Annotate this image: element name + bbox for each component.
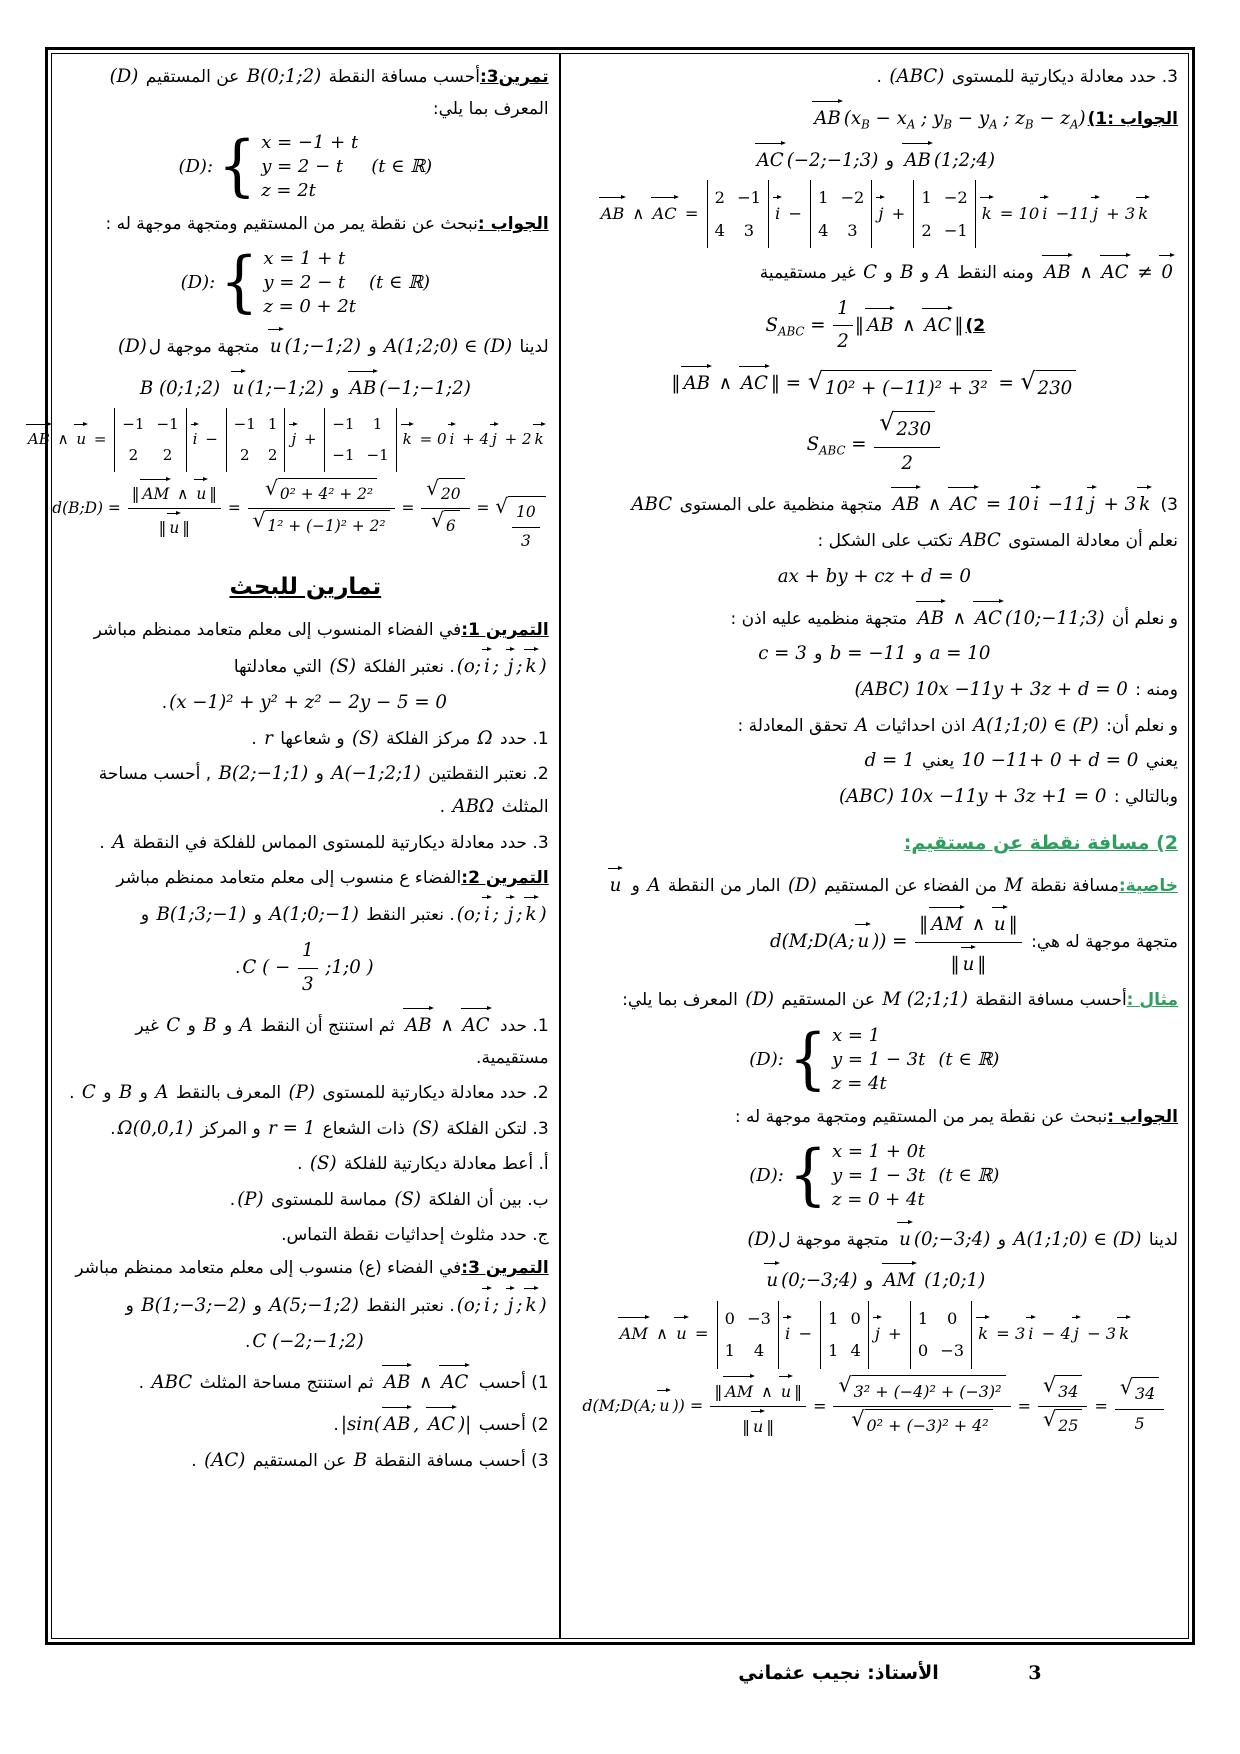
content-block: AM ∧ u = 0 −3 1 4 i − 1 0 1 4 j + 1 0 0 −3 k = 3 i − 4 j − 3 k [571, 1301, 1178, 1369]
parametric-system: (D): { x = 1 + t y = 2 − t z = 0 + 2t (t ∈ ℝ) [180, 243, 431, 321]
content-block: 3) AB ∧ AC = 10 i −11 j + 3 k متجهة منظمية على المستوى ABC [571, 483, 1178, 522]
content-block: AB (1;2;4) و AC (−2;−1;3) [571, 139, 1178, 178]
content-block: AB ∧ AC ≠ 0 ومنه النقط A و B و C غير مستقيمية [571, 251, 1178, 290]
content-block: 3. حدد معادلة ديكارتية للمستوى المماس للفلكة في النقطة A . [99, 831, 549, 853]
section-title: تمارين للبحث [229, 574, 382, 601]
page-number: 3 [1028, 1662, 1042, 1684]
content-block: الجواب :نبحث عن نقطة يمر من المستقيم ومتجهة موجهة له : [105, 214, 549, 235]
parametric-system: (D): { x = −1 + t y = 2 − t z = 2t (t ∈ ℝ) [178, 127, 433, 205]
content-block: مثال :أحسب مسافة النقطة M (2;1;1) عن المستقيم (D) المعرف بما يلي: [622, 989, 1178, 1011]
content-block: 2) مسافة نقطة عن مستقيم: [903, 831, 1178, 854]
content-block: C ( − $\frac{1}{3}$ ;1;0 ). [62, 935, 549, 1001]
content-block: ب. بين أن الفلكة (S) مماسة للمستوى (P). [229, 1188, 549, 1210]
content-block: نعلم أن معادلة المستوى ABC تكتب على الشكل : [817, 530, 1178, 552]
content-block: 3. حدد معادلة ديكارتية للمستوى (ABC) . [876, 66, 1178, 87]
content-block: ax + by + cz + d = 0 [777, 565, 971, 587]
teacher-name: الأستاذ: نجيب عثماني [738, 1662, 939, 1684]
content-block: الجواب :نبحث عن نقطة يمر من المستقيم ومتجهة موجهة له : [734, 1107, 1178, 1128]
page-footer [45, 1662, 1195, 1712]
content-block: التمرين 2:الفضاء ع منسوب إلى معلم متعامد ممنظم مباشر (o; i ; j ; k ). نعتبر النقط A(1;0;−1) و B(1;3;−1) و [116, 867, 549, 926]
content-block: $2)S_{ABC}$ = $\frac{1}{2}$ ‖ AB ∧ AC ‖ [571, 293, 1178, 359]
content-block: d(B;D) = ‖ AM ∧ u ‖ ‖ u ‖ = √ 0² + 4² + 2² √ 1² + (−1)² + 2² = √ 20 √ 6 = √ $\frac{10}{3}$ [62, 475, 549, 556]
content-block: 3) أحسب مسافة النقطة B عن المستقيم (AC) . [191, 1449, 549, 1471]
content-block: AB ∧ AC = 2 −1 4 3 i − 1 −2 4 3 j + 1 −2 2 −1 k = 10 i −11 j + 3 k [571, 180, 1178, 248]
content-block: 1) أحسب AB ∧ AC ثم استنتج مساحة المثلث ABC . [62, 1361, 549, 1400]
content-block: 1. حدد Ω مركز الفلكة (S) و شعاعها r . [251, 727, 549, 749]
content-block: وبالتالي : (ABC) 10x −11y + 3z +1 = 0 [839, 786, 1178, 808]
content-block: لدينا A(1;1;0) ∈ (D) و u (0;−3;4) متجهة موجهة ل(D) [571, 1218, 1178, 1257]
content-block: و نعلم أن AB ∧ AC (10;−11;3) متجهة منظميه عليه اذن : [571, 597, 1178, 636]
content-block: AB (−1;−1;2) و u (1;−1;2) B (0;1;2) [62, 367, 549, 406]
content-block: ج. حدد مثلوث إحداثيات نقطة التماس. [281, 1224, 549, 1245]
content-block: d(M;D(A; u )) = ‖ AM ∧ u ‖ ‖ u ‖ = √ 3² + (−4)² + (−3)² √ 0² + (−3)² + 4² = √ 34 √ 25 = √ 34 5 [571, 1372, 1178, 1442]
content-block: (x −1)² + y² + z² − 2y − 5 = 0. [161, 691, 447, 713]
content-block: تمرين3:أحسب مسافة النقطة B(0;1;2) عن المستقيم (D) المعرف بما يلي: [109, 66, 549, 119]
content-block: التمرين 3:في الفضاء (ع) منسوب إلى معلم متعامد ممنظم مباشر (o; i ; j ; k ). نعتبر النقط A(5;−1;2) و B(1;−3;−2) و [75, 1258, 549, 1316]
content-block: 3. لتكن الفلكة (S) ذات الشعاع r = 1 و المركز Ω(0,0,1). [110, 1117, 549, 1139]
content-block: 2. نعتبر النقطتين A(−1;2;1) و B(2;−1;1) , أحسب مساحة المثلث ABΩ . [98, 763, 549, 818]
content-block: a = 10 و b = −11 و c = 3 [758, 643, 991, 665]
content-block: AM (1;0;1) و u (0;−3;4) [571, 1259, 1178, 1298]
column-right [559, 54, 1188, 1638]
worksheet-body [27, 53, 1189, 1639]
content-block: ومنه : (ABC) 10x −11y + 3z + d = 0 [854, 678, 1178, 700]
content-block: ‖ AB ∧ AC ‖ = √ 10² + (−11)² + 3² = √ 230 [571, 362, 1178, 406]
content-block: الجواب :1) AB ($x_B - x_A$ ; $y_B - y_A$ ; $z_B - z_A$) [571, 97, 1178, 136]
parametric-system: (D): { x = 1 + 0t y = 1 − 3t z = 0 + 4t (t ∈ ℝ) [749, 1136, 1000, 1214]
content-block: التمرين 1:في الفضاء المنسوب إلى معلم متعامد ممنظم مباشر (o; i ; j ; k ). نعتبر الفلكة (S) التي معادلتها [93, 619, 549, 678]
content-block: $S_{ABC}$ = √ 230 2 [571, 409, 1178, 480]
content-block: 2. حدد معادلة ديكارتية للمستوى (P) المعرف بالنقط A و B و C . [69, 1081, 549, 1103]
content-block: C (−2;−1;2). [244, 1330, 364, 1352]
content-block: 1. حدد AB ∧ AC ثم استنتج أن النقط A و B و C غير مستقيمية. [62, 1004, 549, 1073]
content-block: خاصية:مسافة نقطة M من الفضاء عن المستقيم (D) المار من النقطة A و u متجهة موجهة له هي: d(M;D(A; u )) = ‖ AM ∧ u ‖ ‖ u ‖ [571, 864, 1178, 981]
content-block: يعني 10 −11+ 0 + d = 0 يعني d = 1 [864, 750, 1178, 772]
content-block: لدينا A(1;2;0) ∈ (D) و u (1;−1;2) متجهة موجهة ل(D) [62, 325, 549, 364]
content-block: AB ∧ u = −1 −1 2 2 i − −1 1 2 2 j + −1 1 −1 −1 k = 0 i + 4 j + 2 k [62, 408, 549, 471]
content-block: 2) أحسب |sin( AB , AC )|. [62, 1403, 549, 1442]
parametric-system: (D): { x = 1 y = 1 − 3t z = 4t (t ∈ ℝ) [749, 1020, 1000, 1098]
content-block: أ. أعط معادلة ديكارتية للفلكة (S) . [297, 1153, 549, 1175]
column-left [27, 54, 559, 1638]
content-block: و نعلم أن: A(1;1;0) ∈ (P) اذن احداثيات A تحقق المعادلة : [737, 714, 1178, 736]
page-frame [27, 47, 1195, 1645]
